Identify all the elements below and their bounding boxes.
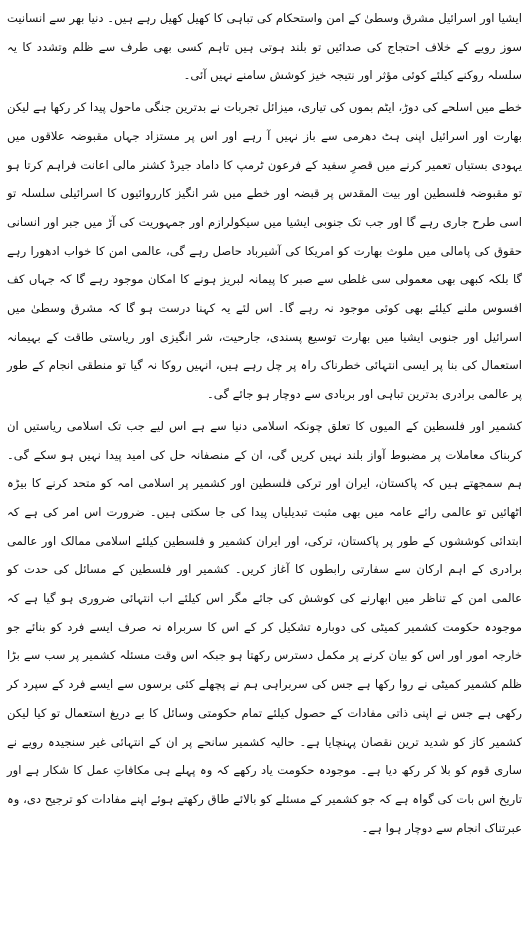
article-paragraph: خطے میں اسلحے کی دوڑ، ایٹم بموں کی تیاری، میزائل تجربات نے بدترین جنگی ماحول پیدا کر رکھا ہے لیکن بھارت اور اسرائیل اپنی ہٹ دھرمی سے باز نہیں آ رہے اور اس پر مستزاد جہاں مقبوضہ علاقوں میں یہودی بستیاں تعمیر کرنے میں قصرِ سفید کے فرعون ٹرمپ کا داماد جیرڈ کشنر مالی اعانت فراہم کرتا ہو تو مقبوضہ فلسطین اور بیت المقدس پر قبضہ اور خطے میں شر انگیز کارروائیوں کا اسرائیلی سلسلہ تو اسی طرح جاری رہے گا اور جب تک جنوبی ایشیا میں سیکولرازم اور جمہوریت کی آڑ میں جبر اور انسانی حقوق کی پامالی میں ملوث بھارت کو امریکا کی آشیرباد حاصل رہے گی، عالمی امن کا خواب ادھورا رہے گا بلکہ کبھی بھی معمولی سی غلطی سے صبر کا پیمانہ لبریز ہونے کا امکان موجود رہے گا کہ جہاں کف افسوس ملنے کیلئے بھی کوئی موجود نہ رہے گا۔ اس لئے یہ کہنا درست ہو گا کہ مشرق وسطیٰ میں اسرائیل اور جنوبی ایشیا میں بھارت توسیع پسندی، جارحیت، شر انگیزی اور ریاستی طاقت کے بہیمانہ استعمال کی بنا پر ایسی انتہائی خطرناک راہ پر چل رہے ہیں، انہیں روکا نہ گیا تو منطقی انجام کے طور پر عالمی برادری بدترین تباہی اور بربادی سے دوچار ہو جائے گی۔: [7, 100, 522, 402]
article-paragraph: ایشیا اور اسرائیل مشرق وسطیٰ کے امن واستحکام کی تباہی کا کھیل کھیل رہے ہیں۔ دنیا بھر سے انسانیت سوز رویے کے خلاف احتجاج کی صدائیں تو بلند ہوتی ہیں تاہم کسی بھی طرف سے ظلم وتشدد کا یہ سلسلہ روکنے کیلئے کوئی مؤثر اور نتیجہ خیز کوشش سامنے نہیں آئی۔: [7, 11, 522, 83]
article-paragraph: کشمیر اور فلسطین کے المیوں کا تعلق چونکہ اسلامی دنیا سے ہے اس لیے جب تک اسلامی ریاستیں ان کربناک معاملات پر مضبوط آواز بلند نہیں کریں گی، ان کے منصفانہ حل کی امید پیدا نہیں ہو سکے گی۔ ہم سمجھتے ہیں کہ پاکستان، ایران اور ترکی فلسطین اور کشمیر پر اسلامی امہ کو متحد کرنے کا بیڑہ اٹھائیں تو عالمی رائے عامہ میں بھی مثبت تبدیلیاں پیدا کی جا سکتی ہیں۔ ضرورت اس امر کی ہے کہ ابتدائی کوششوں کے طور پر پاکستان، ترکی، اور ایران کشمیر و فلسطین کیلئے اسلامی ممالک اور عالمی برادری کے اہم ارکان سے سفارتی رابطوں کا آغاز کریں۔ کشمیر اور فلسطین کے مسائل کی حدت کو عالمی امن کے تناظر میں ابھارنے کی کوشش کی جائے مگر اس کیلئے اب انتہائی ضروری ہو گیا ہے کہ موجودہ حکومت کشمیر کمیٹی کی دوبارہ تشکیل کر کے اس کا سربراہ نہ صرف ایسے فرد کو بنائے جو خارجہ امور اور اس کو بیان کرنے پر مکمل دسترس رکھتا ہو جبکہ اس وقت مسئلہ کشمیر پر سب سے بڑا ظلم کشمیر کمیٹی نے روا رکھا ہے جس کی سربراہی ہم نے پچھلے کئی برسوں سے ایسے فرد کے سپرد کر رکھی ہے جس نے اپنی ذاتی مفادات کے حصول کیلئے تمام حکومتی وسائل کا بے دریغ استعمال تو کیا لیکن کشمیر کاز کو شدید ترین نقصان پہنچایا ہے۔ حالیہ کشمیر سانحے پر ان کے انتہائی غیر سنجیدہ رویے نے ساری قوم کو بلا کر رکھ دیا ہے۔ موجودہ حکومت یاد رکھے کہ وہ پہلے ہی مکافاتِ عمل کا شکار ہے اور تاریخ اس بات کی گواہ ہے کہ جو کشمیر کے مسئلے کو بالائے طاق رکھتے ہوئے اپنے مفادات کو ترجیح دی، وہ عبرتناک انجام سے دوچار ہوا ہے۔: [7, 418, 522, 835]
